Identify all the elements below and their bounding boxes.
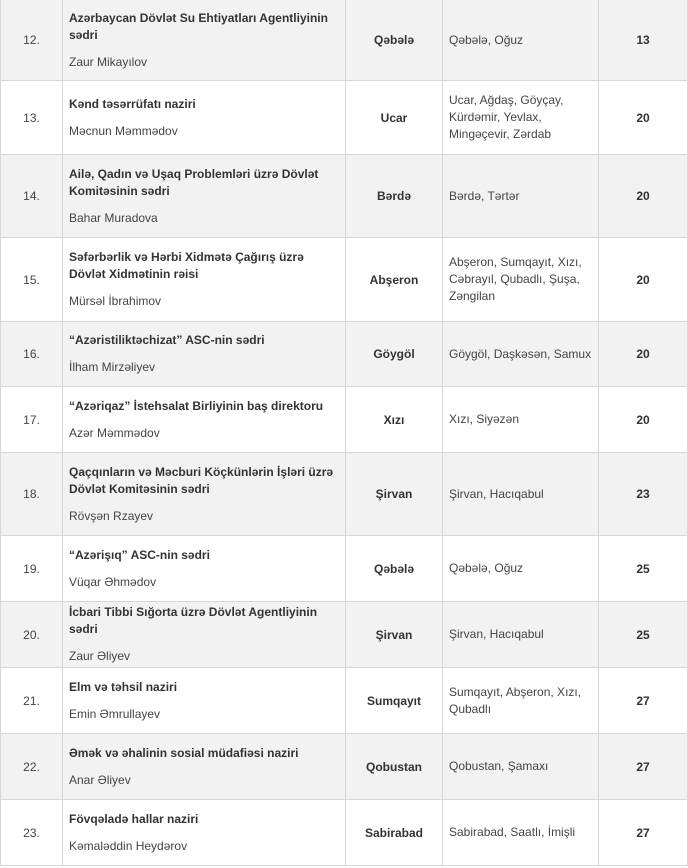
row-number: 16. (1, 322, 63, 387)
position-title: “Azərişıq” ASC-nin sədri (69, 547, 210, 562)
official-name: Vüqar Əhmədov (69, 574, 157, 589)
position-cell (63, 387, 346, 453)
host-district: Abşeron (346, 238, 443, 322)
position-cell (63, 238, 346, 322)
position-cell (63, 155, 346, 238)
position-cell (63, 536, 346, 602)
covered-districts: Göygöl, Daşkəsən, Samux (443, 322, 599, 387)
row-number: 15. (1, 238, 63, 322)
position-cell (63, 0, 346, 81)
host-district: Şirvan (346, 602, 443, 668)
row-number: 13. (1, 81, 63, 155)
host-district: Bərdə (346, 155, 443, 238)
reception-count: 20 (599, 238, 688, 322)
host-district: Qəbələ (346, 0, 443, 81)
row-number: 20. (1, 602, 63, 668)
table-row (1, 387, 688, 453)
reception-count: 25 (599, 536, 688, 602)
covered-districts: Ucar, Ağdaş, Göyçay, Kürdəmir, Yevlax, Mingəçevir, Zərdab (443, 81, 599, 155)
position-cell (63, 602, 346, 668)
covered-districts: Şirvan, Hacıqabul (443, 453, 599, 536)
official-name: Kəmaləddin Heydərov (69, 838, 188, 853)
table-row (1, 238, 688, 322)
official-name: Emin Əmrullayev (69, 706, 161, 721)
table-row (1, 322, 688, 387)
reception-count: 23 (599, 453, 688, 536)
position-title: Qaçqınların və Məcburi Köçkünlərin İşləri üzrə Dövlət Komitəsinin sədri (69, 464, 334, 496)
row-number: 14. (1, 155, 63, 238)
reception-count: 20 (599, 155, 688, 238)
position-cell (63, 734, 346, 800)
covered-districts: Sumqayıt, Abşeron, Xızı, Qubadlı (443, 668, 599, 734)
covered-districts: Bərdə, Tərtər (443, 155, 599, 238)
official-name: Zaur Mikayılov (69, 54, 148, 69)
position-cell (63, 81, 346, 155)
reception-count: 27 (599, 800, 688, 866)
host-district: Qəbələ (346, 536, 443, 602)
row-number: 18. (1, 453, 63, 536)
position-title: Azərbaycan Dövlət Su Ehtiyatları Agentliyinin sədri (69, 10, 328, 42)
reception-count: 13 (599, 0, 688, 81)
table-row (1, 453, 688, 536)
reception-count: 20 (599, 387, 688, 453)
position-title: Əmək və əhalinin sosial müdafiəsi naziri (69, 745, 299, 760)
reception-count: 27 (599, 668, 688, 734)
reception-count: 20 (599, 322, 688, 387)
table-row (1, 536, 688, 602)
position-title: Səfərbərlik və Hərbi Xidmətə Çağırış üzrə Dövlət Xidmətinin rəisi (69, 250, 304, 281)
covered-districts: Xızı, Siyəzən (443, 387, 599, 453)
host-district: Göygöl (346, 322, 443, 387)
covered-districts: Qəbələ, Oğuz (443, 0, 599, 81)
position-title: Ailə, Qadın və Uşaq Problemləri üzrə Dövlət Komitəsinin sədri (69, 166, 319, 198)
position-cell (63, 800, 346, 866)
position-title: İcbari Tibbi Sığorta üzrə Dövlət Agentliyinin sədri (69, 605, 318, 636)
host-district: Sumqayıt (346, 668, 443, 734)
position-title: “Azəriqaz” İstehsalat Birliyinin baş direktoru (69, 398, 324, 413)
position-title: Fövqəladə hallar naziri (69, 811, 199, 826)
row-number: 17. (1, 387, 63, 453)
row-number: 12. (1, 0, 63, 81)
host-district: Qobustan (346, 734, 443, 800)
covered-districts: Qobustan, Şamaxı (443, 734, 599, 800)
table-row (1, 800, 688, 866)
official-name: Məcnun Məmmədov (69, 123, 178, 138)
covered-districts: Qəbələ, Oğuz (443, 536, 599, 602)
table-row (1, 81, 688, 155)
covered-districts: Sabirabad, Saatlı, İmişli (443, 800, 599, 866)
reception-count: 25 (599, 602, 688, 668)
position-cell (63, 668, 346, 734)
table-row (1, 0, 688, 81)
official-name: Zaur Əliyev (69, 649, 131, 663)
official-name: Bahar Muradova (69, 210, 158, 225)
official-name: Azər Məmmədov (69, 425, 160, 440)
row-number: 22. (1, 734, 63, 800)
host-district: Şirvan (346, 453, 443, 536)
reception-count: 27 (599, 734, 688, 800)
position-title: Elm və təhsil naziri (69, 679, 178, 694)
official-name: Rövşən Rzayev (69, 508, 154, 523)
row-number: 23. (1, 800, 63, 866)
official-name: Anar Əliyev (69, 772, 131, 787)
covered-districts: Abşeron, Sumqayıt, Xızı, Cəbrayıl, Qubadlı, Şuşa, Zəngilan (443, 238, 599, 322)
official-name: Mürsəl İbrahimov (69, 294, 162, 308)
host-district: Xızı (346, 387, 443, 453)
position-cell (63, 453, 346, 536)
reception-count: 20 (599, 81, 688, 155)
row-number: 19. (1, 536, 63, 602)
table-row (1, 602, 688, 668)
covered-districts: Şirvan, Hacıqabul (443, 602, 599, 668)
host-district: Ucar (346, 81, 443, 155)
position-title: “Azəristiliktəchizat” ASC-nin sədri (69, 333, 265, 347)
table-row (1, 668, 688, 734)
host-district: Sabirabad (346, 800, 443, 866)
official-name: İlham Mirzəliyev (69, 360, 156, 374)
position-cell (63, 322, 346, 387)
table-row (1, 734, 688, 800)
row-number: 21. (1, 668, 63, 734)
table-row (1, 155, 688, 238)
position-title: Kənd təsərrüfatı naziri (69, 96, 196, 111)
